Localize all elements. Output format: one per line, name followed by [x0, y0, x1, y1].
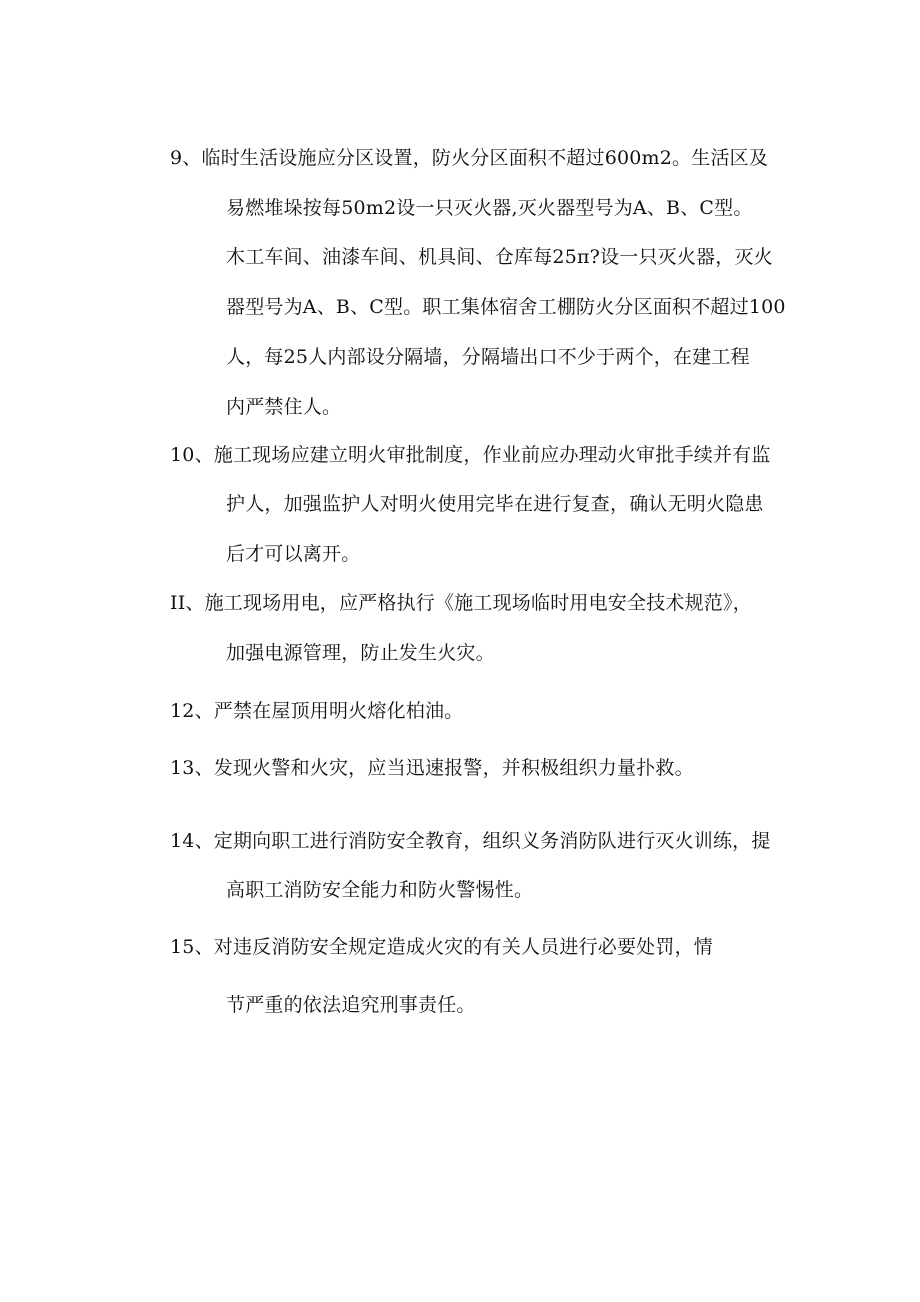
item-13-line-1: 13、发现火警和火灾，应当迅速报警，并积极组织力量扑救。 [170, 757, 694, 779]
item-14-line-1: 14、定期向职工进行消防安全教育，组织义务消防队进行灭火训练，提 [170, 830, 771, 852]
item-11-line-2: 加强电源管理，防止发生火灾。 [226, 642, 495, 664]
item-15-line-2: 节严重的依法追究刑事责任。 [226, 994, 476, 1016]
item-9-line-3: 木工车间、油漆车间、机具间、仓库每25π?设一只灭火器，灭火 [226, 246, 773, 268]
item-9-line-1: 9、临时生活设施应分区设置，防火分区面积不超过600m2。生活区及 [170, 147, 769, 169]
item-10-line-2: 护人，加强监护人对明火使用完毕在进行复查，确认无明火隐患 [226, 493, 764, 515]
item-15-line-1: 15、对违反消防安全规定造成火灾的有关人员进行必要处罚，情 [170, 936, 713, 958]
item-11-line-1: II、施工现场用电，应严格执行《施工现场临时用电安全技术规范》， [170, 592, 752, 614]
item-12-line-1: 12、严禁在屋顶用明火熔化柏油。 [170, 700, 464, 722]
item-14-line-2: 高职工消防安全能力和防火警惕性。 [226, 879, 534, 901]
item-9-line-5: 人，每25人内部设分隔墙，分隔墙出口不少于两个，在建工程 [226, 346, 750, 368]
item-9-line-2: 易燃堆垛按每50m2设一只灭火器,灭火器型号为A、B、C型。 [226, 197, 753, 219]
item-9-line-6: 内严禁住人。 [226, 396, 342, 418]
item-10-line-3: 后才可以离开。 [226, 543, 361, 565]
item-9-line-4: 器型号为A、B、C型。职工集体宿舍工棚防火分区面积不超过100 [226, 296, 786, 318]
item-10-line-1: 10、施工现场应建立明火审批制度，作业前应办理动火审批手续并有监 [170, 444, 771, 466]
